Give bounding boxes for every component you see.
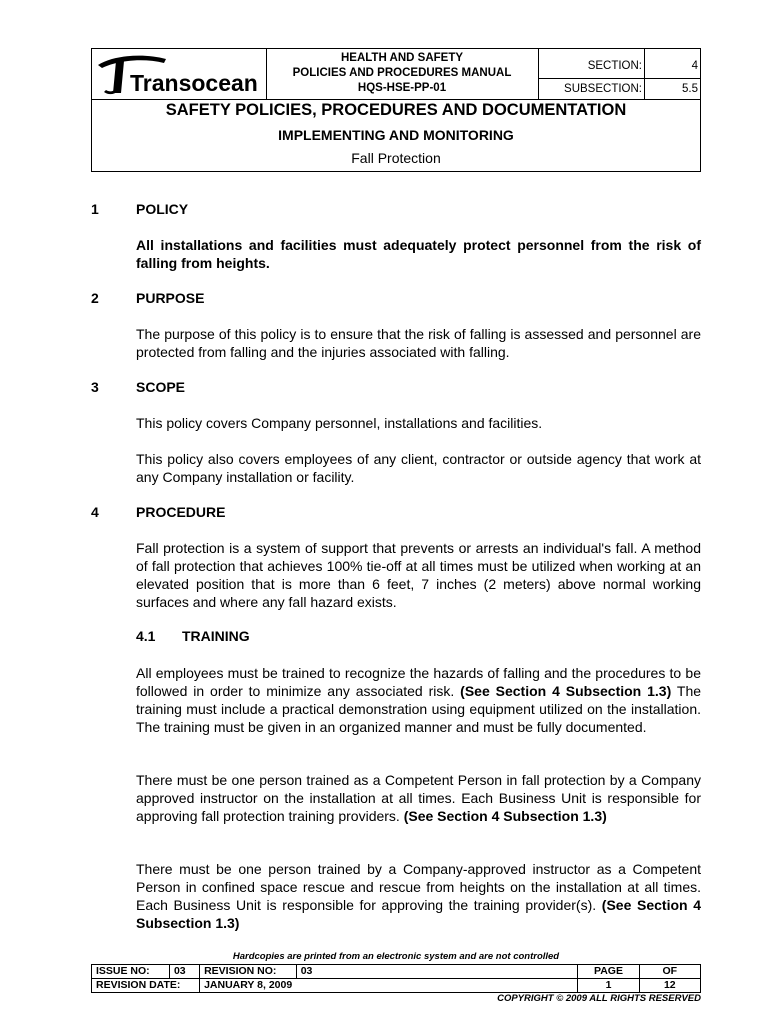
- revision-table: [91, 964, 701, 993]
- section-heading: POLICY: [136, 201, 189, 217]
- section-reference: (See Section 4 Subsection 1.3): [136, 897, 702, 931]
- hardcopy-note: Hardcopies are printed from an electronic system and are not controlled: [232, 951, 560, 962]
- section-reference: (See Section 4 Subsection 1.3): [403, 808, 607, 824]
- manual-line: HEALTH AND SAFETY: [340, 52, 464, 64]
- section-number: 4: [91, 504, 99, 520]
- subsection-label: SUBSECTION:: [564, 83, 642, 95]
- svg-text:Transocean: Transocean: [130, 70, 258, 96]
- divider: [538, 78, 700, 79]
- paragraph-text: All employees must be trained to recognize the hazards of falling and the procedures to be followed in order to minimize any associated risk.: [136, 665, 701, 699]
- section-heading: PURPOSE: [136, 290, 205, 306]
- section-number: 2: [91, 290, 99, 306]
- document-header: [91, 48, 701, 172]
- revision-date-value: JANUARY 8, 2009: [200, 979, 578, 993]
- subsection-value: 5.5: [682, 83, 698, 95]
- divider: [92, 99, 700, 100]
- policy-text: All installations and facilities must adequately protect personnel from the risk of falling from heights.: [136, 237, 701, 271]
- of-label: OF: [639, 965, 700, 979]
- page-title: SAFETY POLICIES, PROCEDURES AND DOCUMENTATION: [165, 101, 627, 119]
- page-label: PAGE: [578, 965, 639, 979]
- manual-title: [266, 51, 538, 96]
- table-row: [92, 979, 701, 993]
- section-label: SECTION:: [587, 60, 642, 72]
- revision-no-label: REVISION NO:: [200, 965, 297, 979]
- procedure-text: Fall protection is a system of support that prevents or arrests an individual's fall. A method of fall protection that achieves 100% tie-off at all times must be utilized when working at an elevated position that is more than 6 feet, 7 inches (2 meters) above normal working surfaces and where any fall hazard exists.: [136, 540, 701, 610]
- revision-date-label: REVISION DATE:: [92, 979, 200, 993]
- table-row: [92, 965, 701, 979]
- training-paragraph: [136, 664, 701, 736]
- section-heading: SCOPE: [136, 379, 186, 395]
- revision-no-value: 03: [296, 965, 578, 979]
- training-paragraph: [136, 860, 701, 932]
- issue-no-label: ISSUE NO:: [92, 965, 170, 979]
- subsection-heading: TRAINING: [182, 628, 250, 644]
- transocean-logo-icon: [94, 51, 264, 97]
- page-number: 1: [578, 979, 639, 993]
- company-logo: [94, 51, 264, 97]
- page-total: 12: [639, 979, 700, 993]
- section-heading: PROCEDURE: [136, 504, 226, 520]
- issue-no-value: 03: [169, 965, 199, 979]
- section-value: 4: [691, 60, 698, 72]
- paragraph-text: The training must include a practical demonstration using equipment utilized on the installation. The training must be given in an organized manner and must be fully documented.: [136, 683, 702, 735]
- section-number: 1: [91, 201, 99, 217]
- copyright: COPYRIGHT © 2009 ALL RIGHTS RESERVED: [497, 993, 701, 1004]
- scope-text: This policy covers Company personnel, installations and facilities.: [136, 415, 543, 431]
- subsection-number: 4.1: [136, 628, 156, 644]
- training-paragraph: [136, 771, 701, 825]
- paragraph-text: There must be one person trained by a Company-approved instructor as a Competent Person in confined space rescue and rescue from heights on the installation at all times. Each Business Unit is responsible for approving the training provider(s).: [136, 861, 701, 913]
- paragraph-text: There must be one person trained as a Competent Person in fall protection by a Company approved instructor on the installation at all times. Each Business Unit is responsible for approving fall protection training providers.: [136, 772, 701, 824]
- section-number: 3: [91, 379, 99, 395]
- scope-text: This policy also covers employees of any client, contractor or outside agency that work at any Company installation or facility.: [136, 451, 701, 485]
- page-subtitle: IMPLEMENTING AND MONITORING: [278, 127, 514, 143]
- manual-code: HQS-HSE-PP-01: [357, 82, 447, 94]
- section-reference: (See Section 4 Subsection 1.3): [460, 683, 672, 699]
- page-topic: Fall Protection: [351, 150, 441, 166]
- manual-line: POLICIES AND PROCEDURES MANUAL: [292, 67, 512, 79]
- purpose-text: The purpose of this policy is to ensure that the risk of falling is assessed and personnel are protected from falling and the injuries associated with falling.: [136, 326, 701, 360]
